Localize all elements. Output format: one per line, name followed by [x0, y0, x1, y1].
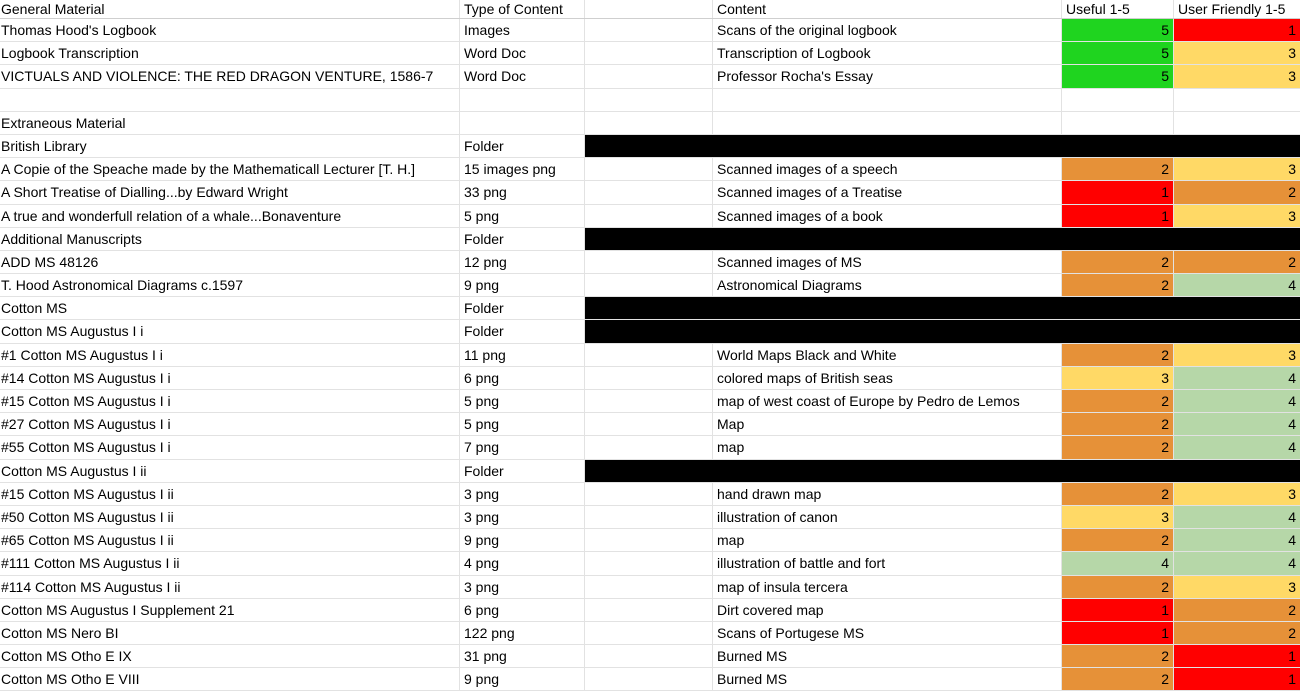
cell-material-name[interactable]: Cotton MS Otho E IX: [0, 645, 460, 667]
cell-material-name[interactable]: #1 Cotton MS Augustus I i: [0, 344, 460, 366]
cell-empty[interactable]: [585, 158, 713, 180]
cell-user-friendly-score[interactable]: 4: [1174, 506, 1300, 528]
table-row: [0, 529, 1300, 552]
cell-type-of-content[interactable]: 5 png: [460, 205, 585, 227]
cell-material-name[interactable]: Cotton MS Otho E VIII: [0, 668, 460, 690]
cell-empty[interactable]: [585, 436, 713, 458]
cell-useful-score[interactable]: 2: [1062, 274, 1174, 296]
cell-type-of-content[interactable]: 3 png: [460, 506, 585, 528]
cell-empty[interactable]: [585, 251, 713, 273]
cell-content[interactable]: illustration of canon: [713, 506, 1062, 528]
cell-useful-score[interactable]: 5: [1062, 42, 1174, 64]
header-cell-empty[interactable]: [585, 0, 713, 18]
cell-content[interactable]: colored maps of British seas: [713, 367, 1062, 389]
cell-useful-score[interactable]: 2: [1062, 483, 1174, 505]
header-row: [0, 0, 1300, 19]
cell-type-of-content[interactable]: Folder: [460, 320, 585, 342]
cell-user-friendly-score[interactable]: 2: [1174, 181, 1300, 203]
table-row: [0, 158, 1300, 181]
table-row: [0, 65, 1300, 88]
table-row: [0, 228, 1300, 251]
cell-type-of-content[interactable]: 9 png: [460, 274, 585, 296]
cell-useful-score[interactable]: 2: [1062, 576, 1174, 598]
folder-black-bar: [585, 297, 1300, 319]
cell-useful-score[interactable]: 5: [1062, 19, 1174, 41]
table-row: [0, 274, 1300, 297]
cell-content[interactable]: Transcription of Logbook: [713, 42, 1062, 64]
cell-useful-score[interactable]: 4: [1062, 552, 1174, 574]
cell-user-friendly-score[interactable]: 1: [1174, 645, 1300, 667]
cell-material-name[interactable]: #50 Cotton MS Augustus I ii: [0, 506, 460, 528]
cell-empty[interactable]: [585, 181, 713, 203]
table-row: [0, 668, 1300, 691]
cell-type-of-content[interactable]: 33 png: [460, 181, 585, 203]
cell-empty[interactable]: [585, 65, 713, 87]
cell-material-name[interactable]: ADD MS 48126: [0, 251, 460, 273]
cell-useful-score[interactable]: 2: [1062, 158, 1174, 180]
cell-content[interactable]: Scanned images of a book: [713, 205, 1062, 227]
cell-material-name[interactable]: Cotton MS: [0, 297, 460, 319]
cell-empty[interactable]: [585, 552, 713, 574]
header-cell-general-material[interactable]: General Material: [0, 0, 460, 18]
cell-user-friendly-score[interactable]: 4: [1174, 413, 1300, 435]
cell-material-name[interactable]: Additional Manuscripts: [0, 228, 460, 250]
cell-type-of-content[interactable]: Folder: [460, 297, 585, 319]
cell-content[interactable]: Scans of Portugese MS: [713, 622, 1062, 644]
folder-black-bar: [585, 320, 1300, 342]
cell-user-friendly-score[interactable]: 3: [1174, 483, 1300, 505]
cell-content[interactable]: Professor Rocha's Essay: [713, 65, 1062, 87]
cell-content[interactable]: Burned MS: [713, 668, 1062, 690]
cell-useful-score[interactable]: 1: [1062, 181, 1174, 203]
cell-user-friendly-score[interactable]: 3: [1174, 158, 1300, 180]
cell-useful-score[interactable]: [1062, 89, 1174, 111]
cell-empty[interactable]: [585, 413, 713, 435]
cell-useful-score[interactable]: 1: [1062, 622, 1174, 644]
cell-user-friendly-score[interactable]: 4: [1174, 274, 1300, 296]
cell-empty[interactable]: [585, 274, 713, 296]
cell-type-of-content[interactable]: 31 png: [460, 645, 585, 667]
cell-type-of-content[interactable]: 9 png: [460, 668, 585, 690]
cell-material-name[interactable]: VICTUALS AND VIOLENCE: THE RED DRAGON VENTURE, 1586-7: [0, 65, 460, 87]
cell-useful-score[interactable]: 2: [1062, 436, 1174, 458]
cell-user-friendly-score[interactable]: 1: [1174, 668, 1300, 690]
cell-useful-score[interactable]: 1: [1062, 599, 1174, 621]
cell-type-of-content[interactable]: 12 png: [460, 251, 585, 273]
cell-type-of-content[interactable]: Images: [460, 19, 585, 41]
cell-empty[interactable]: [585, 89, 713, 111]
cell-useful-score[interactable]: 2: [1062, 668, 1174, 690]
cell-empty[interactable]: [585, 668, 713, 690]
cell-type-of-content[interactable]: Folder: [460, 228, 585, 250]
table-row: [0, 205, 1300, 228]
table-row: [0, 483, 1300, 506]
cell-user-friendly-score[interactable]: 4: [1174, 529, 1300, 551]
cell-empty[interactable]: [585, 112, 713, 134]
table-row: [0, 19, 1300, 42]
cell-empty[interactable]: [585, 390, 713, 412]
cell-type-of-content[interactable]: [460, 112, 585, 134]
cell-empty[interactable]: [585, 42, 713, 64]
cell-empty[interactable]: [585, 529, 713, 551]
cell-type-of-content[interactable]: 3 png: [460, 576, 585, 598]
cell-type-of-content[interactable]: 5 png: [460, 390, 585, 412]
table-row: [0, 344, 1300, 367]
table-row: [0, 42, 1300, 65]
cell-useful-score[interactable]: 3: [1062, 367, 1174, 389]
cell-user-friendly-score[interactable]: 4: [1174, 552, 1300, 574]
cell-type-of-content[interactable]: 3 png: [460, 483, 585, 505]
table-row: [0, 135, 1300, 158]
cell-type-of-content[interactable]: 5 png: [460, 413, 585, 435]
table-row: [0, 297, 1300, 320]
cell-content[interactable]: Astronomical Diagrams: [713, 274, 1062, 296]
table-row: [0, 320, 1300, 343]
cell-type-of-content[interactable]: [460, 89, 585, 111]
cell-user-friendly-score[interactable]: 4: [1174, 390, 1300, 412]
cell-type-of-content[interactable]: 6 png: [460, 599, 585, 621]
folder-black-bar: [585, 228, 1300, 250]
cell-user-friendly-score[interactable]: 1: [1174, 19, 1300, 41]
folder-black-bar: [585, 135, 1300, 157]
table-row: [0, 552, 1300, 575]
cell-content[interactable]: Scanned images of a speech: [713, 158, 1062, 180]
cell-type-of-content[interactable]: Word Doc: [460, 65, 585, 87]
header-cell-useful[interactable]: Useful 1-5: [1062, 0, 1174, 18]
cell-material-name[interactable]: Thomas Hood's Logbook: [0, 19, 460, 41]
cell-type-of-content[interactable]: 6 png: [460, 367, 585, 389]
cell-material-name[interactable]: #14 Cotton MS Augustus I i: [0, 367, 460, 389]
cell-material-name[interactable]: A Short Treatise of Dialling...by Edward Wright: [0, 181, 460, 203]
cell-empty[interactable]: [585, 367, 713, 389]
cell-useful-score[interactable]: 2: [1062, 529, 1174, 551]
table-row: [0, 506, 1300, 529]
cell-user-friendly-score[interactable]: 2: [1174, 251, 1300, 273]
cell-content[interactable]: map: [713, 436, 1062, 458]
cell-content[interactable]: hand drawn map: [713, 483, 1062, 505]
cell-content[interactable]: illustration of battle and fort: [713, 552, 1062, 574]
cell-type-of-content[interactable]: 11 png: [460, 344, 585, 366]
cell-empty[interactable]: [585, 576, 713, 598]
cell-content[interactable]: Map: [713, 413, 1062, 435]
cell-content[interactable]: Burned MS: [713, 645, 1062, 667]
cell-material-name[interactable]: British Library: [0, 135, 460, 157]
cell-material-name[interactable]: [0, 89, 460, 111]
table-row: [0, 367, 1300, 390]
cell-content[interactable]: [713, 89, 1062, 111]
cell-type-of-content[interactable]: 7 png: [460, 436, 585, 458]
cell-user-friendly-score[interactable]: 3: [1174, 576, 1300, 598]
cell-type-of-content[interactable]: Folder: [460, 135, 585, 157]
header-cell-content[interactable]: Content: [713, 0, 1062, 18]
cell-type-of-content[interactable]: 122 png: [460, 622, 585, 644]
cell-type-of-content[interactable]: Folder: [460, 460, 585, 482]
folder-black-bar: [585, 460, 1300, 482]
cell-content[interactable]: Dirt covered map: [713, 599, 1062, 621]
table-row: [0, 413, 1300, 436]
cell-useful-score[interactable]: 2: [1062, 251, 1174, 273]
cell-material-name[interactable]: #111 Cotton MS Augustus I ii: [0, 552, 460, 574]
table-row: [0, 89, 1300, 112]
cell-content[interactable]: Scanned images of a Treatise: [713, 181, 1062, 203]
header-cell-user-friendly[interactable]: User Friendly 1-5: [1178, 1, 1286, 17]
cell-material-name[interactable]: #15 Cotton MS Augustus I ii: [0, 483, 460, 505]
cell-material-name[interactable]: Cotton MS Augustus I ii: [0, 460, 460, 482]
cell-material-name[interactable]: #27 Cotton MS Augustus I i: [0, 413, 460, 435]
cell-content[interactable]: [713, 112, 1062, 134]
cell-material-name[interactable]: #114 Cotton MS Augustus I ii: [0, 576, 460, 598]
table-row: [0, 251, 1300, 274]
cell-content[interactable]: map: [713, 529, 1062, 551]
cell-user-friendly-score[interactable]: 3: [1174, 205, 1300, 227]
cell-content[interactable]: World Maps Black and White: [713, 344, 1062, 366]
cell-material-name[interactable]: Extraneous Material: [0, 112, 460, 134]
cell-user-friendly-score[interactable]: 3: [1174, 344, 1300, 366]
cell-content[interactable]: Scans of the original logbook: [713, 19, 1062, 41]
table-row: [0, 181, 1300, 204]
cell-type-of-content[interactable]: 9 png: [460, 529, 585, 551]
cell-useful-score[interactable]: 2: [1062, 645, 1174, 667]
cell-user-friendly-score[interactable]: [1174, 89, 1300, 111]
cell-useful-score[interactable]: 2: [1062, 413, 1174, 435]
cell-material-name[interactable]: #65 Cotton MS Augustus I ii: [0, 529, 460, 551]
table-row: [0, 576, 1300, 599]
cell-material-name[interactable]: A Copie of the Speache made by the Mathematicall Lecturer [T. H.]: [0, 158, 460, 180]
cell-type-of-content[interactable]: Word Doc: [460, 42, 585, 64]
cell-empty[interactable]: [585, 483, 713, 505]
cell-user-friendly-score[interactable]: 4: [1174, 436, 1300, 458]
table-row: [0, 599, 1300, 622]
cell-empty[interactable]: [585, 622, 713, 644]
table-row: [0, 645, 1300, 668]
cell-content[interactable]: Scanned images of MS: [713, 251, 1062, 273]
cell-material-name[interactable]: A true and wonderfull relation of a whale...Bonaventure: [0, 205, 460, 227]
cell-content[interactable]: map of insula tercera: [713, 576, 1062, 598]
cell-useful-score[interactable]: 2: [1062, 344, 1174, 366]
table-row: [0, 436, 1300, 459]
cell-material-name[interactable]: T. Hood Astronomical Diagrams c.1597: [0, 274, 460, 296]
cell-empty[interactable]: [585, 205, 713, 227]
cell-useful-score[interactable]: [1062, 112, 1174, 134]
cell-type-of-content[interactable]: 15 images png: [460, 158, 585, 180]
table-row: [0, 622, 1300, 645]
cell-useful-score[interactable]: 2: [1062, 390, 1174, 412]
data-rows: [0, 19, 1300, 691]
table-row: [0, 460, 1300, 483]
table-row: [0, 112, 1300, 135]
cell-user-friendly-score[interactable]: [1174, 112, 1300, 134]
cell-useful-score[interactable]: 5: [1062, 65, 1174, 87]
cell-user-friendly-score[interactable]: 3: [1174, 42, 1300, 64]
cell-content[interactable]: map of west coast of Europe by Pedro de Lemos: [713, 390, 1062, 412]
cell-empty[interactable]: [585, 19, 713, 41]
cell-material-name[interactable]: Cotton MS Nero BI: [0, 622, 460, 644]
cell-material-name[interactable]: #15 Cotton MS Augustus I i: [0, 390, 460, 412]
cell-material-name[interactable]: #55 Cotton MS Augustus I i: [0, 436, 460, 458]
cell-type-of-content[interactable]: 4 png: [460, 552, 585, 574]
cell-useful-score[interactable]: 3: [1062, 506, 1174, 528]
cell-useful-score[interactable]: 1: [1062, 205, 1174, 227]
header-cell-type-of-content[interactable]: Type of Content: [460, 0, 585, 18]
cell-empty[interactable]: [585, 506, 713, 528]
cell-material-name[interactable]: Logbook Transcription: [0, 42, 460, 64]
table-row: [0, 390, 1300, 413]
cell-user-friendly-score[interactable]: 2: [1174, 599, 1300, 621]
cell-material-name[interactable]: Cotton MS Augustus I Supplement 21: [0, 599, 460, 621]
cell-user-friendly-score[interactable]: 4: [1174, 367, 1300, 389]
cell-user-friendly-score[interactable]: 3: [1174, 65, 1300, 87]
cell-material-name[interactable]: Cotton MS Augustus I i: [0, 320, 460, 342]
cell-empty[interactable]: [585, 645, 713, 667]
cell-empty[interactable]: [585, 344, 713, 366]
cell-user-friendly-score[interactable]: 2: [1174, 622, 1300, 644]
cell-empty[interactable]: [585, 599, 713, 621]
